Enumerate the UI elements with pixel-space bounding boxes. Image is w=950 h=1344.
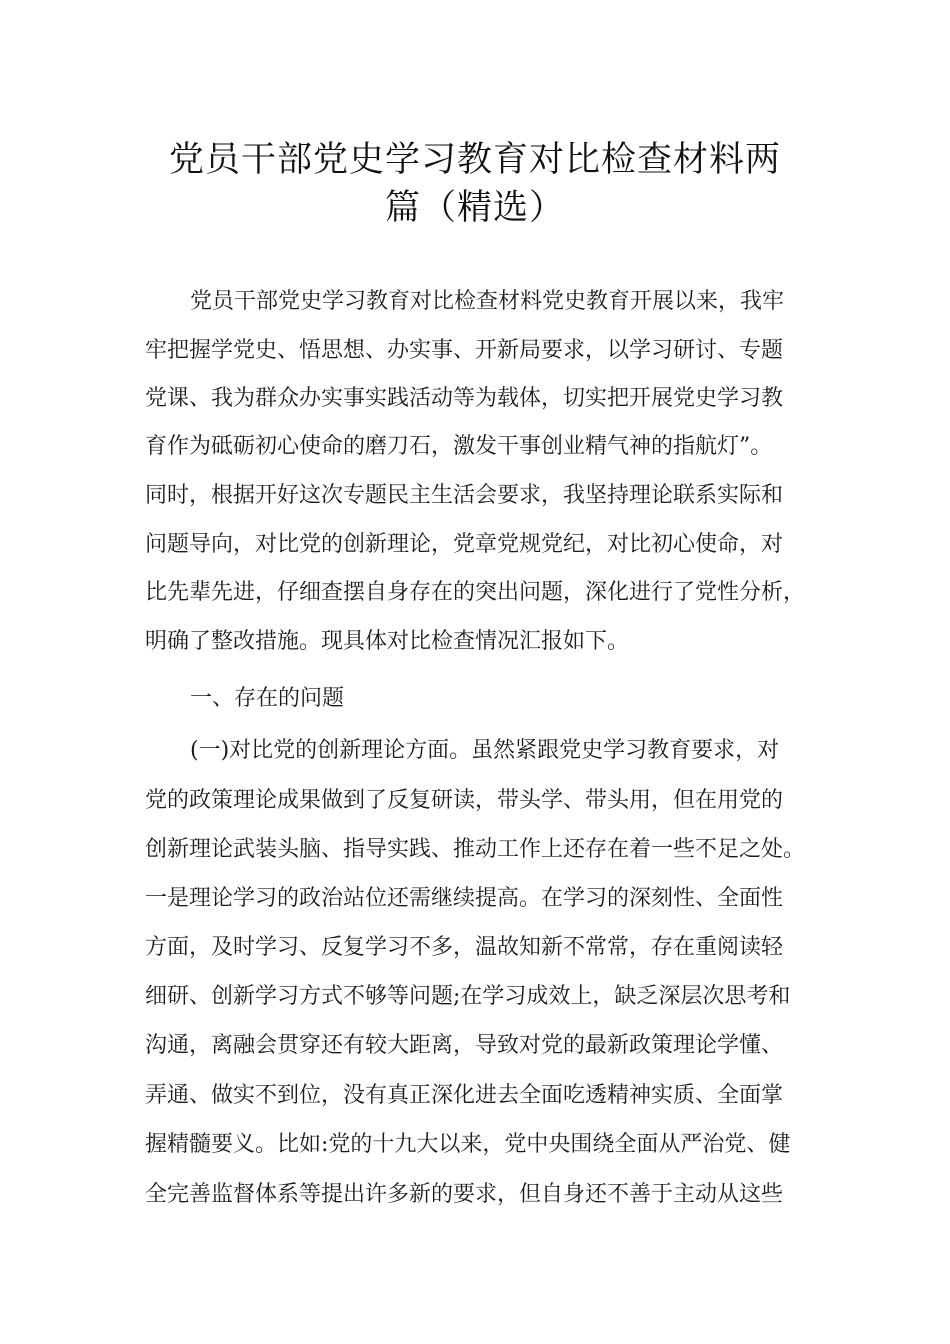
paragraph-line: 弄通、做实不到位，没有真正深化进去全面吃透精神实质、全面掌 bbox=[145, 1083, 784, 1108]
paragraph-line: 一是理论学习的政治站位还需继续提高。在学习的深刻性、全面性 bbox=[145, 886, 784, 911]
paragraph-line: 党的政策理论成果做到了反复研读，带头学、带头用，但在用党的 bbox=[145, 788, 784, 813]
paragraph-line: 创新理论武装头脑、指导实践、推动工作上还存在着一些不足之处。 bbox=[145, 837, 806, 862]
paragraph-line: 方面，及时学习、反复学习不多，温故知新不常常，存在重阅读轻 bbox=[145, 935, 784, 960]
paragraph-line: 比先辈先进，仔细查摆自身存在的突出问题，深化进行了党性分析， bbox=[145, 580, 806, 605]
paragraph-line: 明确了整改措施。现具体对比检查情况汇报如下。 bbox=[145, 629, 630, 654]
paragraph-line: 党课、我为群众办实事实践活动等为载体，切实把开展党史学习教 bbox=[145, 386, 784, 411]
paragraph-line: 育作为砥砺初心使命的磨刀石，激发干事创业精气神的指航灯”。 bbox=[145, 434, 773, 459]
paragraph-line: 牢把握学党史、悟思想、办实事、开新局要求，以学习研讨、专题 bbox=[145, 338, 784, 363]
document-title-line-2: 篇（精选） bbox=[384, 188, 565, 228]
paragraph-line: 党员干部党史学习教育对比检查材料党史教育开展以来，我牢 bbox=[190, 289, 785, 314]
paragraph-line: 问题导向，对比党的创新理论，党章党规党纪，对比初心使命，对 bbox=[145, 532, 784, 557]
paragraph-line: 同时，根据开好这次专题民主生活会要求，我坚持理论联系实际和 bbox=[145, 483, 784, 508]
paragraph-line: 握精髓要义。比如:党的十九大以来，党中央围绕全面从严治党、健 bbox=[145, 1132, 791, 1157]
paragraph-line: 全完善监督体系等提出许多新的要求，但自身还不善于主动从这些 bbox=[145, 1182, 784, 1207]
paragraph-line: 细研、创新学习方式不够等问题;在学习成效上，缺乏深层次思考和 bbox=[145, 984, 791, 1009]
section-heading: 一、存在的问题 bbox=[190, 686, 345, 711]
paragraph-line: 沟通，离融会贯穿还有较大距离，导致对党的最新政策理论学懂、 bbox=[145, 1033, 784, 1058]
paragraph-line: (一)对比党的创新理论方面。虽然紧跟党史学习教育要求，对 bbox=[190, 738, 780, 763]
document-title-line-1: 党员干部党史学习教育对比检查材料两 bbox=[168, 140, 781, 180]
